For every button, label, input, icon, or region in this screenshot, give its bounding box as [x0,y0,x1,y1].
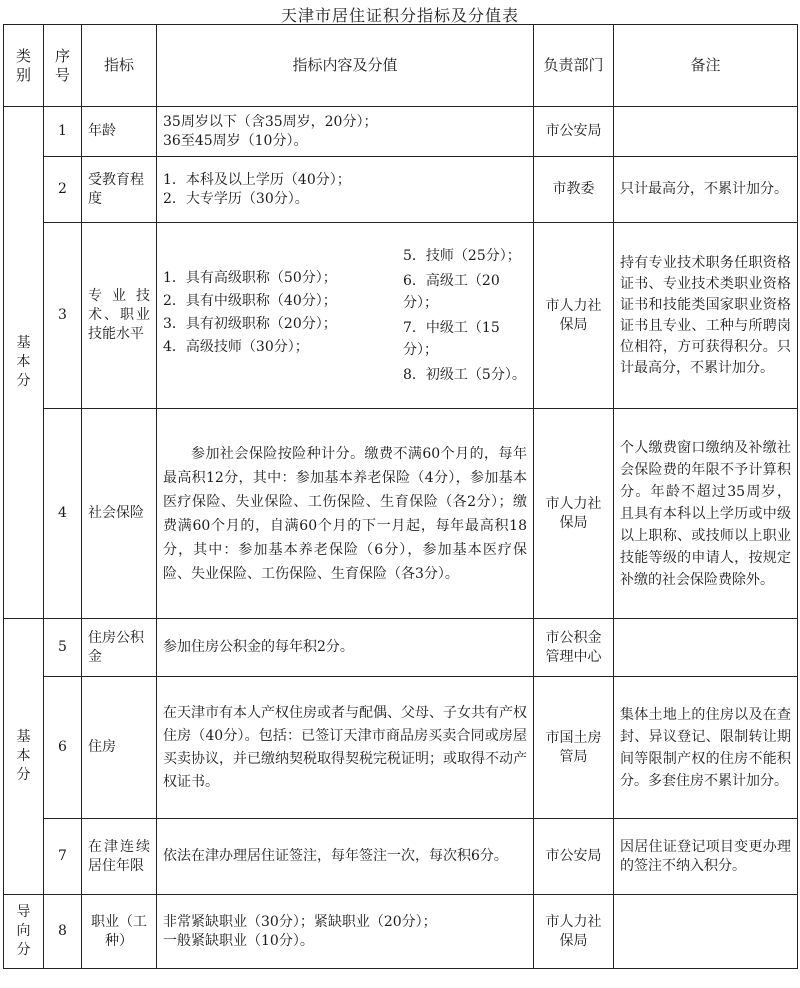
row-remark [614,107,798,157]
row-indicator: 住房 [82,677,157,819]
row-seq: 4 [44,409,82,619]
table-row [4,107,798,157]
row-indicator: 职业（工种） [82,895,157,969]
table-row [4,157,798,223]
content-left-column: 1．具有高级职称（50分）； 2．具有中级职称（40分）； 3．具有初级职称（20分）； 4．高级技师（30分）； [163,270,337,355]
category-guide: 导向分 [4,895,44,969]
row-seq: 3 [44,223,82,409]
row-content: 非常紧缺职业（30分）；紧缺职业（20分）； 一般紧缺职业（10分）。 [157,895,534,969]
row-seq: 5 [44,619,82,677]
row-content [157,223,534,409]
category-basic-1: 基本分 [4,107,44,619]
row-seq: 7 [44,819,82,895]
row-department: 市公安局 [534,819,614,895]
table-row [4,409,798,619]
row-indicator: 社会保险 [82,409,157,619]
row-indicator: 受教育程度 [82,157,157,223]
category-basic-2: 基本分 [4,619,44,895]
header-indicator: 指标 [82,25,157,107]
header-row [4,25,798,107]
content-right-column: 5．技师（25分）； 6．高级工（20分）； 7．中级工（15分）； 8．初级工（5分）。 [403,248,526,383]
table-row [4,819,798,895]
row-remark [614,895,798,969]
row-remark [614,619,798,677]
row-department: 市国土房管局 [534,677,614,819]
row-remark: 个人缴费窗口缴纳及补缴社会保险费的年限不予计算积分。年龄不超过35周岁，且具有本科以上学历或中级以上职称、或技师以上职业技能等级的申请人，按规定补缴的社会保险费除外。 [614,409,798,619]
row-content: 参加住房公积金的每年积2分。 [157,619,534,677]
row-indicator: 专业技术、职业技能水平 [82,223,157,409]
header-category: 类别 [4,25,44,107]
header-department: 负责部门 [534,25,614,107]
row-content: 1．本科及以上学历（40分）； 2．大专学历（30分）。 [157,157,534,223]
row-remark: 只计最高分，不累计加分。 [614,157,798,223]
header-content: 指标内容及分值 [157,25,534,107]
row-seq: 2 [44,157,82,223]
row-indicator: 在津连续居住年限 [82,819,157,895]
row-remark: 持有专业技术职务任职资格证书、专业技术类职业资格证书和技能类国家职业资格证书且专业、工种与所聘岗位相符，方可获得积分。只计最高分，不累计加分。 [614,223,798,409]
points-table [3,24,798,969]
row-seq: 6 [44,677,82,819]
row-indicator: 年龄 [82,107,157,157]
header-remark: 备注 [614,25,798,107]
row-seq: 1 [44,107,82,157]
row-content: 35周岁以下（含35周岁，20分）； 36至45周岁（10分）。 [157,107,534,157]
row-content: 参加社会保险按险种计分。缴费不满60个月的，每年最高积12分，其中：参加基本养老保险（4分），参加基本医疗保险、失业保险、工伤保险、生育保险（各2分）；缴费满60个月的，自满60个月的下一月起，每年最高积18分，其中：参加基本养老保险（6分），参加基本医疗保险、失业保险、工伤保险、生育保险（各3分）。 [157,409,534,619]
row-remark: 因居住证登记项目变更办理的签注不纳入积分。 [614,819,798,895]
row-indicator: 住房公积金 [82,619,157,677]
row-remark: 集体土地上的住房以及在查封、异议登记、限制转让期间等限制产权的住房不能积分。多套住房不累计加分。 [614,677,798,819]
header-seq: 序号 [44,25,82,107]
row-content: 在天津市有本人产权住房或者与配偶、父母、子女共有产权住房（40分）。包括：已签订天津市商品房买卖合同或房屋买卖协议，并已缴纳契税取得契税完税证明；或取得不动产权证书。 [157,677,534,819]
row-department: 市人力社保局 [534,409,614,619]
table-row [4,619,798,677]
row-seq: 8 [44,895,82,969]
table-row [4,677,798,819]
row-content: 依法在津办理居住证签注，每年签注一次，每次积6分。 [157,819,534,895]
row-department: 市人力社保局 [534,223,614,409]
row-department: 市公安局 [534,107,614,157]
row-department: 市人力社保局 [534,895,614,969]
table-row [4,223,798,409]
row-department: 市公积金管理中心 [534,619,614,677]
table-row [4,895,798,969]
page-title: 天津市居住证积分指标及分值表 [280,6,519,25]
row-department: 市教委 [534,157,614,223]
